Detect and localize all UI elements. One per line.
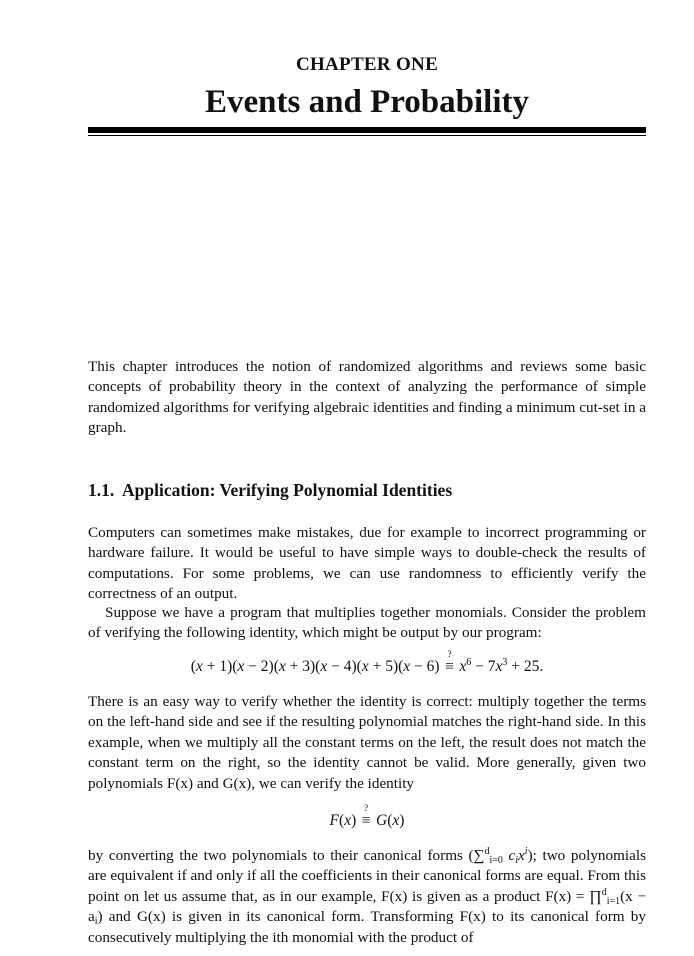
section-title: Application: Verifying Polynomial Identities [122, 480, 453, 500]
equation-2 [88, 803, 646, 830]
equation-1-lhs: (x + 1)(x − 2)(x + 3)(x − 4)(x + 5)(x − 6) [190, 658, 440, 675]
equation-2-relation: ? ≡ [361, 803, 371, 829]
section-heading [88, 480, 452, 501]
equation-1 [88, 649, 646, 676]
paragraph-2: Suppose we have a program that multiplies together monomials. Consider the problem of verifying the following identity, which might be output by our program: [88, 604, 646, 642]
chapter-title: Events and Probability [205, 84, 529, 120]
section-number: 1.1. [88, 480, 115, 500]
equation-2-rhs: G(x) [376, 812, 405, 829]
paragraph-3: There is an easy way to verify whether the identity is correct: multiply together the terms on the left-hand side and see if the resulting polynomial matches the right-hand side. In this example, when we multiply all the constant terms on the left, the result does not match the constant term on the right, so the identity cannot be valid. More generally, given two polynomials F(x) and G(x), we can verify the identity [88, 693, 646, 792]
equation-2-lhs: F(x) [329, 812, 357, 829]
equation-1-relation: ? ≡ [445, 649, 454, 675]
paragraph-4: by converting the two polynomials to their canonical forms (∑$^d_{i=0}$ $c_ix^i$); two polynomials are equivalent if and only if all the coefficients in their canonical forms are equal. From this point on let us assume that, as in our example, F(x) is given as a product F(x) = ∏$^d_{i=1}$(x − $a_i$) and G(x) is given in its canonical form. Transforming F(x) to its canonical form by consecutively multiplying the ith monomial with the product of [88, 846, 647, 946]
equation-1-rhs: $x^6 - 7x^3 + 25$. [459, 657, 544, 675]
paragraph-1: Computers can sometimes make mistakes, due for example to incorrect programming or hardware failure. It would be useful to have simple ways to double-check the results of computations. For some problems, we can use randomness to efficiently verify the correctness of an output. [88, 524, 646, 603]
title-rule-thick [88, 127, 646, 133]
chapter-label: CHAPTER ONE [295, 54, 439, 75]
title-rule-thin [88, 135, 646, 136]
intro-paragraph: This chapter introduces the notion of randomized algorithms and reviews some basic concepts of probability theory in the context of analyzing the performance of simple randomized algorithms for verifying algebraic identities and finding a minimum cut-set in a graph. [88, 358, 646, 437]
